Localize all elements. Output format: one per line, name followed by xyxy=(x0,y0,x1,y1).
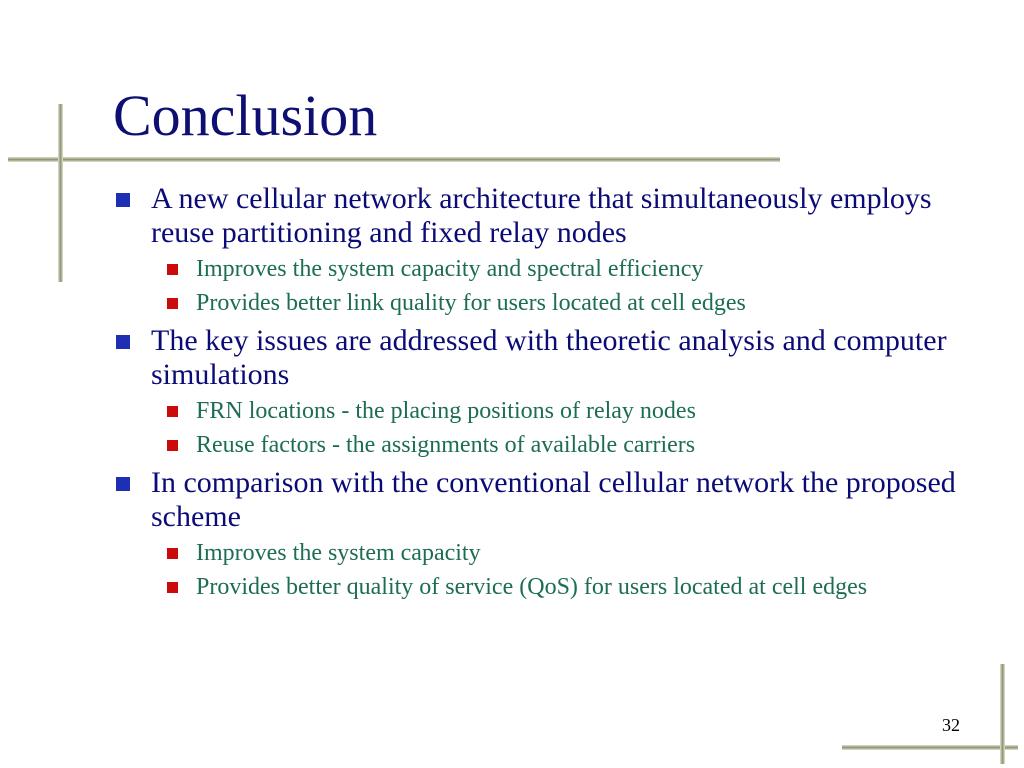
bottom-horizontal-rule xyxy=(842,745,1018,750)
top-horizontal-rule xyxy=(8,157,780,162)
bottom-right-vertical-rule xyxy=(1000,664,1005,764)
slide-content xyxy=(116,182,966,610)
sub-bullet-link-quality: Provides better link quality for users located at cell edges xyxy=(167,290,966,316)
bullet-comparison: In comparison with the conventional cellular network the proposed scheme xyxy=(116,466,966,534)
sub-bullet-frn-locations: FRN locations - the placing positions of relay nodes xyxy=(167,398,966,424)
top-left-vertical-rule xyxy=(58,104,63,282)
sub-bullet-qos: Provides better quality of service (QoS) for users located at cell edges xyxy=(167,574,966,600)
slide-title: Conclusion xyxy=(113,83,378,148)
sub-bullet-capacity-efficiency: Improves the system capacity and spectral efficiency xyxy=(167,256,966,282)
bullet-architecture: A new cellular network architecture that simultaneously employs reuse partitioning and fixed relay nodes xyxy=(116,182,966,250)
sub-bullet-reuse-factors: Reuse factors - the assignments of available carriers xyxy=(167,432,966,458)
bullet-key-issues: The key issues are addressed with theoretic analysis and computer simulations xyxy=(116,324,966,392)
page-number: 32 xyxy=(942,715,960,735)
sub-bullet-system-capacity: Improves the system capacity xyxy=(167,540,966,566)
